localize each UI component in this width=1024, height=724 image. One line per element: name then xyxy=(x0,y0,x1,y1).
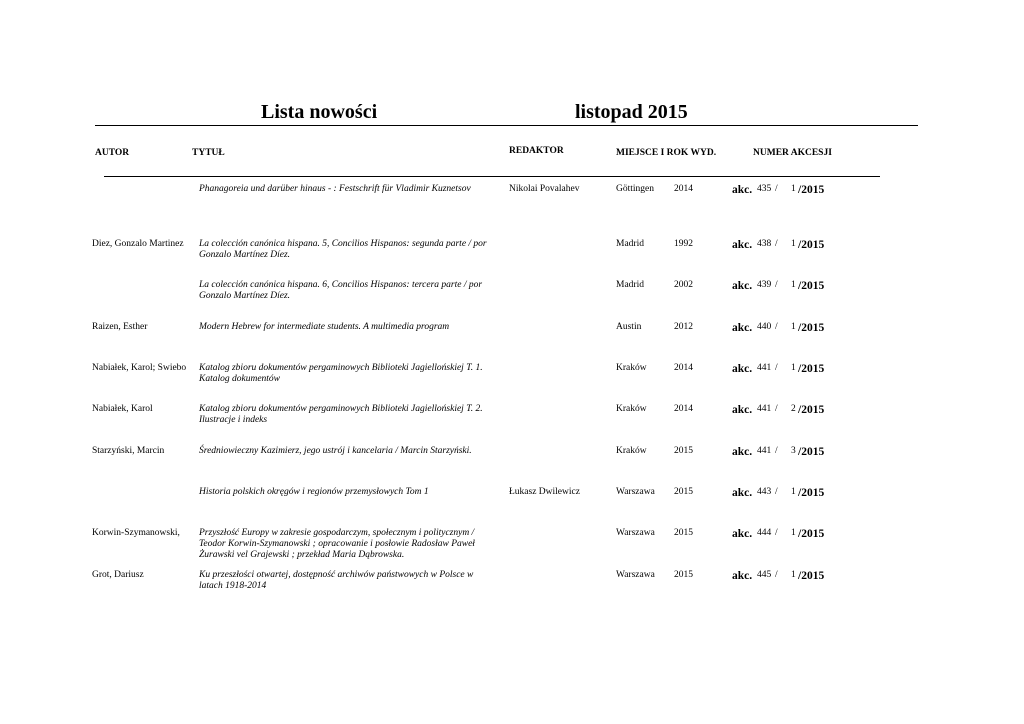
accession-number: 441 xyxy=(757,363,772,373)
table-row xyxy=(0,404,1024,444)
title-cell: La colección canónica hispana. 6, Concilios Hispanos: tercera parte / por Gonzalo Martínez Díez. xyxy=(199,280,483,301)
column-header-tytul: TYTUŁ xyxy=(192,148,225,158)
table-row xyxy=(0,239,1024,279)
title-cell: Phanagoreia und darüber hinaus - : Festschrift für Vladimir Kuznetsov xyxy=(199,184,471,194)
year-cell: 2014 xyxy=(674,363,693,373)
table-row xyxy=(0,280,1024,320)
author-cell: Nabiałek, Karol; Świebo xyxy=(92,363,187,373)
accession-label: akc. xyxy=(732,528,753,540)
accession-slash: / xyxy=(775,446,778,456)
accession-subnumber: 1 xyxy=(791,570,796,580)
author-cell: Starzyński, Marcin xyxy=(92,446,165,456)
table-row xyxy=(0,528,1024,568)
title-cell: Średniowieczny Kazimierz, jego ustrój i kancelaria / Marcin Starzyński. xyxy=(199,446,472,456)
place-cell: Kraków xyxy=(616,363,647,373)
accession-subnumber: 1 xyxy=(791,239,796,249)
year-cell: 2015 xyxy=(674,487,693,497)
author-cell: Nabiałek, Karol xyxy=(92,404,153,414)
place-cell: Austin xyxy=(616,322,642,332)
page-title: Lista nowości xyxy=(261,101,378,123)
accession-subnumber: 1 xyxy=(791,528,796,538)
accession-year: /2015 xyxy=(798,184,825,196)
accession-slash: / xyxy=(775,528,778,538)
accession-subnumber: 2 xyxy=(791,404,796,414)
accession-number: 444 xyxy=(757,528,772,538)
header-divider xyxy=(104,176,880,177)
title-cell: Ku przeszłości otwartej, dostępność archiwów państwowych w Polsce w latach 1918-2014 xyxy=(199,570,474,591)
table-row xyxy=(0,487,1024,527)
author-cell: Raizen, Esther xyxy=(92,322,148,332)
accession-subnumber: 1 xyxy=(791,184,796,194)
table-row xyxy=(0,363,1024,403)
accession-label: akc. xyxy=(732,487,753,499)
accession-number: 441 xyxy=(757,446,772,456)
year-cell: 2015 xyxy=(674,528,693,538)
place-cell: Warszawa xyxy=(616,528,655,538)
accession-slash: / xyxy=(775,280,778,290)
year-cell: 2002 xyxy=(674,280,693,290)
title-cell: La colección canónica hispana. 5, Concilios Hispanos: segunda parte / por Gonzalo Martínez Díez. xyxy=(199,239,487,260)
title-cell: Katalog zbioru dokumentów pergaminowych Biblioteki Jagiellońskiej T. 1. Katalog dokumentów xyxy=(199,363,483,384)
editor-cell: Łukasz Dwilewicz xyxy=(509,487,580,497)
accession-label: akc. xyxy=(732,363,753,375)
accession-label: akc. xyxy=(732,404,753,416)
editor-cell: Nikolai Povalahev xyxy=(509,184,580,194)
column-header-redaktor: REDAKTOR xyxy=(509,146,564,156)
accession-year: /2015 xyxy=(798,239,825,251)
accession-slash: / xyxy=(775,239,778,249)
year-cell: 2014 xyxy=(674,184,693,194)
accession-year: /2015 xyxy=(798,404,825,416)
accession-year: /2015 xyxy=(798,446,825,458)
accession-year: /2015 xyxy=(798,528,825,540)
author-cell: Korwin-Szymanowski, xyxy=(92,528,180,538)
accession-subnumber: 3 xyxy=(791,446,796,456)
year-cell: 2015 xyxy=(674,446,693,456)
table-row xyxy=(0,446,1024,486)
title-cell: Przyszłość Europy w zakresie gospodarczym, społecznym i politycznym / Teodor Korwin-Szymanowski ; opracowanie i posłowie Radosław Paweł Żurawski vel Grajewski ; przekład Maria Dąbrowska. xyxy=(199,528,475,560)
place-cell: Göttingen xyxy=(616,184,654,194)
column-header-miejsce: MIEJSCE I ROK WYD. xyxy=(616,148,717,158)
accession-slash: / xyxy=(775,184,778,194)
accession-year: /2015 xyxy=(798,363,825,375)
place-cell: Kraków xyxy=(616,404,647,414)
accession-year: /2015 xyxy=(798,322,825,334)
accession-slash: / xyxy=(775,487,778,497)
table-row xyxy=(0,184,1024,224)
accession-subnumber: 1 xyxy=(791,280,796,290)
place-cell: Madrid xyxy=(616,280,644,290)
title-divider xyxy=(95,125,918,126)
accession-year: /2015 xyxy=(798,280,825,292)
accession-year: /2015 xyxy=(798,487,825,499)
year-cell: 2015 xyxy=(674,570,693,580)
accession-number: 439 xyxy=(757,280,772,290)
year-cell: 2012 xyxy=(674,322,693,332)
accession-label: akc. xyxy=(732,570,753,582)
accession-number: 443 xyxy=(757,487,772,497)
accession-number: 445 xyxy=(757,570,772,580)
place-cell: Warszawa xyxy=(616,487,655,497)
table-row xyxy=(0,570,1024,610)
accession-slash: / xyxy=(775,404,778,414)
accession-number: 438 xyxy=(757,239,772,249)
year-cell: 2014 xyxy=(674,404,693,414)
title-cell: Modern Hebrew for intermediate students. A multimedia program xyxy=(199,322,450,332)
place-cell: Madrid xyxy=(616,239,644,249)
accession-number: 440 xyxy=(757,322,772,332)
accession-label: akc. xyxy=(732,446,753,458)
accession-label: akc. xyxy=(732,184,753,196)
title-cell: Historia polskich okręgów i regionów przemysłowych Tom 1 xyxy=(199,487,429,497)
author-cell: Grot, Dariusz xyxy=(92,570,144,580)
accession-label: akc. xyxy=(732,239,753,251)
author-cell: Diez, Gonzalo Martinez xyxy=(92,239,184,249)
accession-slash: / xyxy=(775,570,778,580)
place-cell: Kraków xyxy=(616,446,647,456)
column-header-autor: AUTOR xyxy=(95,148,130,158)
accession-year: /2015 xyxy=(798,570,825,582)
table-row xyxy=(0,322,1024,362)
accession-slash: / xyxy=(775,322,778,332)
accession-subnumber: 1 xyxy=(791,487,796,497)
accession-label: akc. xyxy=(732,322,753,334)
accession-label: akc. xyxy=(732,280,753,292)
accession-number: 435 xyxy=(757,184,772,194)
title-cell: Katalog zbioru dokumentów pergaminowych Biblioteki Jagiellońskiej T. 2. Ilustracje i indeks xyxy=(199,404,483,425)
accession-subnumber: 1 xyxy=(791,363,796,373)
accession-number: 441 xyxy=(757,404,772,414)
place-cell: Warszawa xyxy=(616,570,655,580)
period-title: listopad 2015 xyxy=(575,101,688,123)
year-cell: 1992 xyxy=(674,239,693,249)
column-header-numer: NUMER AKCESJI xyxy=(753,148,832,158)
accession-subnumber: 1 xyxy=(791,322,796,332)
accession-slash: / xyxy=(775,363,778,373)
